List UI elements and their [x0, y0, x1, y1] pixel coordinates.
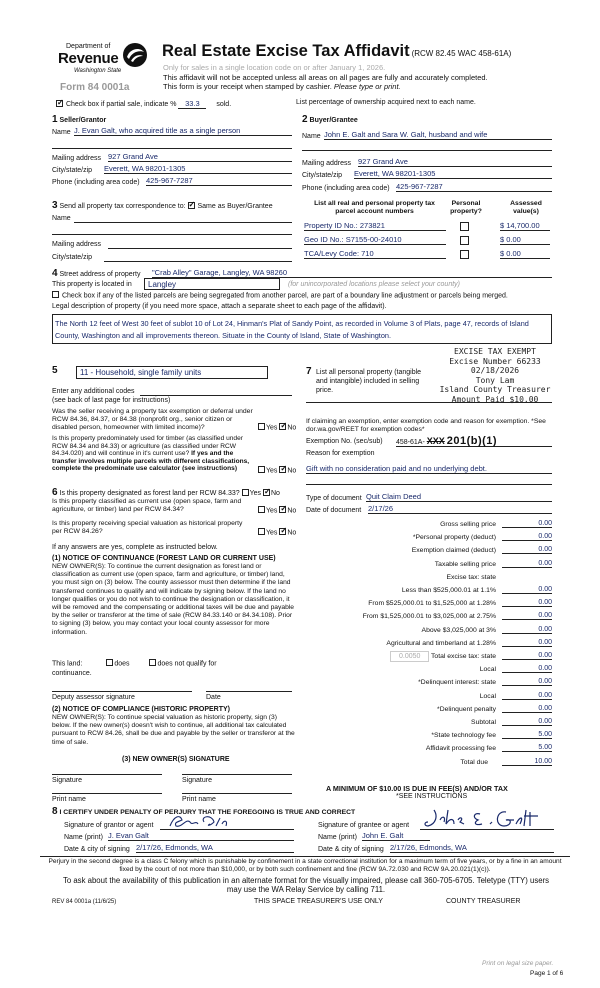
reason-label: Reason for exemption — [306, 450, 375, 457]
no-label: No — [271, 490, 280, 497]
reason-field[interactable]: Gift with no consideration paid and no underlying debt. — [306, 464, 552, 474]
personal-col-header — [448, 200, 484, 216]
tax-calc-value[interactable]: 0.00 — [502, 665, 552, 673]
assessed-value-field[interactable]: $ 0.00 — [500, 249, 550, 259]
personal-property-checkbox[interactable] — [460, 222, 469, 231]
tax-calc-value[interactable]: 0.00 — [502, 612, 552, 620]
this-land-row — [52, 660, 292, 667]
tax-calc-label: Taxable selling price — [434, 560, 496, 568]
header-print: Please type or print. — [333, 82, 401, 91]
yes-label: Yes — [266, 529, 278, 537]
grantee-date-label: Date & city of signing — [318, 846, 384, 853]
does-label: does — [114, 660, 130, 668]
sec6-q3-yes-checkbox[interactable] — [258, 528, 265, 535]
sec6-q1-no-checkbox[interactable] — [263, 489, 270, 496]
corr-name-line — [74, 222, 292, 223]
grantee-name-field[interactable]: John E. Galt — [362, 831, 430, 841]
personal-col-header-l1: Personal — [451, 200, 481, 207]
assessed-value-field[interactable]: $ 14,700.00 — [500, 221, 550, 231]
additional-codes-line — [140, 395, 292, 396]
notice1-heading: (1) NOTICE OF CONTINUANCE (FOREST LAND OR CURRENT USE) — [52, 555, 276, 562]
corr-name-line2 — [52, 234, 292, 235]
partial-sale-checkbox[interactable] — [56, 100, 63, 107]
dor-state-line: Washington State — [74, 68, 122, 74]
tax-calc-value[interactable]: 0.00 — [502, 546, 552, 554]
parcel-id-field[interactable] — [304, 235, 446, 245]
doc-date-label: Date of document — [306, 507, 362, 514]
exemption-strike: XXX — [426, 436, 445, 446]
parcel-label: TCA/Levy Code: — [304, 249, 360, 258]
grantee-sig-label: Signature of grantee or agent — [318, 822, 410, 829]
parcel-label: Geo ID No.: — [304, 235, 344, 244]
correspondence-num: 3 — [52, 200, 58, 211]
buyer-title: Buyer/Grantee — [309, 117, 358, 124]
grantee-signature[interactable] — [420, 806, 554, 830]
located-select[interactable]: Langley — [144, 278, 280, 290]
parcel-value: 710 — [361, 249, 374, 258]
seller-num: 1 — [52, 114, 58, 125]
sec6-q3: Is this property receiving special valuation as historical property per RCW 84.26? — [52, 520, 243, 535]
tax-calc-value[interactable]: 5.00 — [502, 744, 552, 752]
sec6-q2-answers — [258, 507, 296, 514]
tax-calc-row — [300, 731, 556, 743]
notice3-heading: (3) NEW OWNER(S) SIGNATURE — [122, 756, 230, 763]
tax-calc-row — [300, 665, 556, 677]
sec5-q1-no-checkbox[interactable] — [279, 423, 286, 430]
located-label: This property is located in — [52, 281, 132, 288]
partial-sale-pct[interactable]: 33.3 — [178, 99, 206, 109]
grantor-signature[interactable] — [160, 812, 294, 830]
sec5-q2b: If yes and the transfer involves multiple parcels with different classifications, complete the predominate use calculator (see instructions) — [52, 450, 250, 473]
section8-num: 8 — [52, 806, 58, 817]
street-num: 4 — [52, 268, 58, 279]
tax-calc-row — [300, 546, 556, 558]
new-owner-sig-label-1: Signature — [52, 777, 82, 784]
tax-calc-row — [300, 744, 556, 756]
tax-calc-label: Less than $525,000.01 at 1.1% — [401, 587, 496, 594]
local-rate-field: 0.0050 — [390, 651, 429, 662]
correspondence-row — [52, 200, 273, 211]
parcel-col-header-l2: parcel account numbers — [335, 208, 414, 215]
assessed-col-header-l1: Assessed — [510, 200, 542, 207]
grantee-date-field[interactable]: 2/17/26, Edmonds, WA — [390, 843, 554, 853]
grantor-date-label: Date & city of signing — [64, 846, 130, 853]
sec6-q3-answers — [258, 529, 296, 536]
tax-calc-row — [300, 586, 556, 598]
tax-calc-value[interactable]: 0.00 — [502, 626, 552, 634]
parcel-id-field[interactable] — [304, 221, 446, 231]
seller-city-label: City/state/zip — [52, 167, 93, 174]
seller-phone-label: Phone (including area code) — [52, 179, 140, 186]
sec5-q1-answers — [258, 424, 296, 431]
tax-calc-label: Exemption claimed (deduct) — [411, 547, 496, 555]
correspondence-label: Send all property tax correspondence to: — [59, 203, 186, 210]
reason-line2 — [306, 484, 552, 485]
dor-dept-line: Department of — [66, 43, 111, 50]
sec5-q1: Was the seller receiving a property tax exemption or deferral under RCW 84.36, 84.37, or 84.38 (nonprofit org., senior citizen or disabled person, homeowner with limited income)? — [52, 408, 253, 431]
dor-logo — [58, 40, 150, 80]
parcel-id-field[interactable] — [304, 249, 446, 259]
seller-title: Seller/Grantor — [59, 117, 107, 124]
dor-swoosh-icon — [122, 42, 148, 68]
same-as-buyer-label: Same as Buyer/Grantee — [197, 203, 273, 210]
segregated-checkbox[interactable] — [52, 291, 59, 298]
tax-calc-label: *Personal property (deduct) — [412, 534, 496, 542]
buyer-city-field[interactable]: Everett, WA 98201-1305 — [354, 169, 552, 179]
parcel-value: 273821 — [359, 221, 385, 230]
tax-calc-row — [300, 573, 556, 585]
tax-calc-value[interactable]: 0.00 — [502, 718, 552, 726]
tax-calc-label: Gross selling price — [440, 521, 496, 528]
section5-num: 5 — [52, 365, 58, 376]
footer-divider — [40, 856, 570, 857]
exemption-no-label: Exemption No. (sec/sub) — [306, 438, 383, 445]
assessed-col-header — [500, 200, 552, 216]
ownership-note: List percentage of ownership acquired next to each name. — [296, 99, 476, 106]
form-title-cite: (RCW 82.45 WAC 458-61A) — [411, 49, 512, 58]
buyer-name-label: Name — [302, 133, 321, 140]
corr-name-label: Name — [52, 215, 71, 222]
partial-sale-row — [56, 99, 231, 109]
new-owner-sig-line-2 — [182, 774, 292, 775]
grantor-date-field[interactable]: 2/17/26, Edmonds, WA — [136, 843, 294, 853]
stamp-line: 02/18/2026 — [470, 366, 520, 375]
legal-description-field[interactable]: The North 12 feet of West 30 feet of sublot 10 of Lot 24, Hinman's Plat of Sandy Point, as recorded in Volume 3 of Plats, page 47, records of Island County, Washington and all improvements thereon. Situate in the County of Island, State of Washington. — [52, 314, 552, 344]
tax-calc-label: Affidavit processing fee — [425, 745, 496, 753]
notice2-body: NEW OWNER(S): To continue special valuation as historic property, sign (3) below. If the new owner(s) doesn't wish to continue, all additional tax calculated pursuant to RCW 84.26, shall be due and payable by the seller or transferor at the time of sale. — [52, 714, 295, 746]
yes-label: Yes — [266, 467, 278, 475]
alternate-format: To ask about the availability of this publication in an alternate format for the visually impaired, please call 360-705-6705. Teletype (TTY) users may use the WA Relay Service by calling 711. — [62, 876, 550, 894]
unincorporated-note: (for unincorporated locations please select your county) — [288, 281, 460, 288]
sec6-q3-no-checkbox[interactable] — [279, 528, 286, 535]
section6-num: 6 — [52, 487, 58, 498]
treasurer-use-only: THIS SPACE TREASURER'S USE ONLY — [254, 898, 383, 905]
dor-revenue-wordmark: Revenue — [58, 50, 119, 67]
exempt-stamp — [435, 347, 555, 404]
county-treasurer: COUNTY TREASURER — [446, 898, 521, 905]
certify-statement: I CERTIFY UNDER PENALTY OF PERJURY THAT THE FOREGOING IS TRUE AND CORRECT — [59, 809, 356, 816]
buyer-mail-label: Mailing address — [302, 160, 352, 167]
grantee-name-label: Name (print) — [318, 834, 357, 841]
grantor-signature-mark — [160, 812, 294, 830]
tax-calc-value[interactable]: 5.00 — [502, 731, 552, 739]
street-label: Street address of property — [59, 271, 141, 278]
stamp-line: Excise Number 66233 — [449, 356, 541, 366]
does-qualify-checkbox[interactable] — [106, 659, 113, 666]
partial-sale-sold: sold. — [216, 101, 232, 108]
sec6-q2-yes-checkbox[interactable] — [258, 506, 265, 513]
corr-city-line — [104, 261, 292, 262]
doc-type-label: Type of document — [306, 495, 362, 502]
tax-calc-label: Local — [479, 666, 496, 674]
seller-mail-label: Mailing address — [52, 155, 102, 162]
tax-calc-row — [300, 678, 556, 690]
tax-calc-label: Excise tax: state — [446, 573, 496, 581]
new-owner-print-line-2 — [182, 793, 292, 794]
minimum-due-note: A MINIMUM OF $10.00 IS DUE IN FEE(S) AND/OR TAX — [326, 784, 508, 793]
form-title-text: Real Estate Excise Tax Affidavit — [162, 42, 410, 60]
tax-calc-value[interactable]: 0.00 — [502, 520, 552, 528]
yes-label: Yes — [249, 490, 262, 497]
deputy-sig-label: Deputy assessor signature — [52, 694, 135, 701]
tax-calc-label: Total excise tax: state — [431, 653, 496, 660]
stamp-line: Island County Treasurer — [439, 385, 551, 394]
personal-property-label: List all personal property (tangible and intangible) included in selling price. — [316, 369, 422, 394]
header-ghost-line: Only for sales in a single location code on or after January 1, 2026. — [163, 63, 386, 72]
tax-calc-label: Agricultural and timberland at 1.28% — [386, 639, 496, 647]
stamp-line: EXCISE TAX EXEMPT — [454, 347, 536, 356]
buyer-heading — [302, 114, 358, 125]
sec6-q1-yes-checkbox[interactable] — [242, 489, 249, 496]
tax-calc-label: Above $3,025,000 at 3% — [421, 626, 496, 634]
header-receipt-text: This form is your receipt when stamped by cashier. — [163, 82, 332, 91]
partial-sale-label: Check box if partial sale, indicate % — [65, 101, 177, 108]
corr-mail-line — [108, 248, 292, 249]
tax-calc-label: From $1,525,000.01 to $3,025,000 at 2.75% — [362, 613, 496, 621]
tax-calc-row — [300, 626, 556, 638]
tax-calc-value[interactable]: 0.00 — [502, 560, 552, 568]
if-any-yes: If any answers are yes, complete as instructed below. — [52, 544, 218, 551]
notice2-heading: (2) NOTICE OF COMPLIANCE (HISTORIC PROPERTY) — [52, 706, 230, 713]
new-owner-sig-label-2: Signature — [182, 777, 212, 784]
no-label: No — [287, 507, 297, 515]
buyer-name-field[interactable]: John E. Galt and Sara W. Galt, husband and wife — [324, 130, 552, 140]
tax-calc-row — [300, 533, 556, 545]
tax-calc-value[interactable]: 0.00 — [502, 533, 552, 541]
tax-calc-value[interactable]: 0.00 — [502, 639, 552, 647]
tax-calc-value[interactable]: 0.00 — [502, 692, 552, 700]
tax-calc-label: *Delinquent interest: state — [418, 679, 496, 687]
sec5-q1-yes-checkbox[interactable] — [258, 423, 265, 430]
stamp-line: Tony Lam — [475, 375, 515, 385]
personal-property-checkbox[interactable] — [460, 250, 469, 259]
buyer-phone-field[interactable]: 425-967-7287 — [396, 182, 552, 192]
new-owner-sig-line-1 — [52, 774, 162, 775]
deputy-date-line — [206, 691, 292, 692]
buyer-mail-field[interactable]: 927 Grand Ave — [358, 157, 552, 167]
land-use-code-select[interactable]: 11 - Household, single family units — [76, 366, 268, 379]
parcel-col-header — [302, 200, 447, 216]
tax-calc-table — [300, 520, 556, 780]
tax-calc-row — [300, 639, 556, 651]
perjury-text: Perjury in the second degree is a class C felony which is punishable by confinement in a state correctional institution for a maximum term of five years, or by a fine in an amount fixed by the court of not more than $10,000, or by both such confinement and fine (RCW 9A.72.030 and RCW 9A.20.021(1)(c)). — [48, 858, 562, 873]
legal-desc-label: Legal description of property (if you need more space, attach a separate sheet to each page of the affidavit). — [52, 303, 387, 310]
tax-calc-value[interactable]: 0.00 — [502, 652, 552, 660]
tax-calc-value[interactable]: 10.00 — [502, 758, 552, 766]
no-label: No — [287, 424, 297, 432]
sec5-q2: Is this property predominately used for timber (as classified under RCW 84.34 and 84.33) or agriculture (as classified under RCW 84.34.020) and will continue in it's current use? — [52, 435, 243, 458]
parcel-row — [304, 249, 554, 261]
seller-name-field[interactable]: J. Evan Galt, who acquired title as a single person — [74, 126, 292, 136]
seller-name-label: Name — [52, 129, 71, 136]
sec5-q2-answers — [258, 467, 296, 474]
this-land-label: This land: — [52, 660, 83, 668]
personal-property-checkbox[interactable] — [460, 236, 469, 245]
buyer-num: 2 — [302, 114, 308, 125]
header-notice: This affidavit will not be accepted unless all areas on all pages are fully and accurately completed. — [163, 73, 488, 82]
seller-mail-field[interactable]: 927 Grand Ave — [108, 152, 292, 162]
grantor-name-label: Name (print) — [64, 834, 103, 841]
additional-codes-label: Enter any additional codes — [52, 388, 135, 395]
tax-calc-label: From $525,000.01 to $1,525,000 at 1.28% — [368, 600, 496, 608]
continuance-label: continuance. — [52, 670, 92, 677]
sec6-q2: Is this property classified as current use (open space, farm and agriculture, or timber) land per RCW 84.34? — [52, 498, 242, 513]
seller-name-line2 — [52, 148, 292, 149]
exemption-no-field[interactable] — [396, 435, 552, 447]
does-not-qualify-checkbox[interactable] — [149, 659, 156, 666]
exemption-typed: 458-61A- — [396, 439, 425, 446]
tax-calc-row — [300, 705, 556, 717]
tax-calc-row — [300, 612, 556, 624]
tax-calc-label: *State technology fee — [431, 732, 496, 740]
seller-heading — [52, 114, 106, 125]
tax-calc-label: Local — [479, 692, 496, 700]
personal-property-line — [306, 402, 552, 403]
tax-calc-row — [300, 599, 556, 611]
tax-calc-label: Subtotal — [471, 719, 496, 726]
parcel-label: Property ID No.: — [304, 221, 358, 230]
tax-calc-row — [300, 560, 556, 572]
exemption-hand: 201(b)(1) — [446, 435, 498, 447]
tax-calc-value[interactable]: 0.00 — [502, 678, 552, 686]
tax-calc-value[interactable]: 0.00 — [502, 705, 552, 713]
stamp-line: Amount Paid $10.00 — [451, 394, 539, 404]
deputy-sig-line — [52, 691, 192, 692]
does-not-label: does not qualify for — [157, 660, 217, 668]
corr-city-label: City/state/zip — [52, 254, 93, 261]
street-label-row — [52, 268, 140, 279]
tax-calc-row — [300, 718, 556, 730]
assessed-value-field[interactable]: $ 0.00 — [500, 235, 550, 245]
sec6-q1-row — [52, 487, 302, 498]
exemption-claim-note: If claiming an exemption, enter exemption code and reason for exemption. *See dor.wa.gov/REET for exemption codes* — [306, 418, 546, 433]
legal-paper-note: Print on legal size paper. — [482, 960, 554, 967]
tax-calc-row — [300, 758, 556, 770]
parcel-col-header-l1: List all real and personal property tax — [314, 200, 435, 207]
form-title — [162, 42, 582, 61]
sec6-q1: Is this property designated as forest land per RCW 84.33? — [59, 490, 240, 497]
sec6-q2-no-checkbox[interactable] — [279, 506, 286, 513]
doc-type-field[interactable]: Quit Claim Deed — [366, 492, 552, 502]
buyer-city-label: City/state/zip — [302, 172, 343, 179]
sec5-q2-no-checkbox[interactable] — [279, 466, 286, 473]
sec5-q2-yes-checkbox[interactable] — [258, 466, 265, 473]
no-label: No — [287, 529, 297, 537]
doc-date-field[interactable]: 2/17/26 — [368, 504, 552, 514]
street-address-field[interactable]: "Crab Alley" Garage, Langley, WA 98260 — [152, 268, 552, 278]
parcel-value: S7155-00-24010 — [345, 235, 402, 244]
see-instructions: *SEE INSTRUCTIONS — [396, 793, 468, 800]
buyer-name-line2 — [302, 150, 552, 151]
tax-calc-row — [300, 692, 556, 704]
section7-num: 7 — [306, 366, 312, 377]
buyer-phone-label: Phone (including area code) — [302, 185, 390, 192]
yes-label: Yes — [266, 507, 278, 515]
no-label: No — [287, 467, 297, 475]
see-back-note: (see back of last page for instructions) — [52, 397, 171, 404]
segregated-row — [52, 292, 572, 299]
parcel-row — [304, 235, 554, 247]
seller-phone-field[interactable]: 425-967-7287 — [146, 176, 292, 186]
new-owner-print-label-2: Print name — [182, 796, 216, 803]
same-as-buyer-checkbox[interactable] — [188, 202, 195, 209]
perjury-notice — [44, 858, 566, 874]
tax-calc-label: *Delinquent penalty — [437, 705, 496, 713]
header-receipt — [163, 82, 401, 91]
tax-calc-row — [300, 520, 556, 532]
assessed-col-header-l2: value(s) — [513, 208, 539, 215]
tax-calc-value[interactable]: 0.00 — [502, 599, 552, 607]
grantor-sig-label: Signature of grantor or agent — [64, 822, 154, 829]
segregated-label: Check box if any of the listed parcels are being segregated from another parcel, are part of a boundary line adjustment or parcels being merged. — [61, 292, 508, 300]
grantee-signature-mark — [420, 806, 554, 830]
new-owner-print-label-1: Print name — [52, 796, 86, 803]
tax-calc-value[interactable]: 0.00 — [502, 586, 552, 594]
deputy-date-label: Date — [206, 694, 221, 701]
grantor-name-field[interactable]: J. Evan Galt — [108, 831, 294, 841]
yes-label: Yes — [266, 424, 278, 432]
parcel-row — [304, 221, 554, 233]
notice1-body: NEW OWNER(S): To continue the current designation as forest land or classification as current use (open space, farm and agriculture, or timber) land, you must sign on (3) below. The county assessor must then determine if the land transferred continues to qualify and will indicate by signing below. If the land no longer qualifies or you do not wish to continue the designation or classification, it will be removed and the compensating or additional taxes will be due and payable by the seller or transferor at the time of sale (RCW 84.33.140 or 84.34.108). Prior to signing (3) below, you may contact your local county assessor for more information. — [52, 563, 295, 636]
form-number: Form 84 0001a — [60, 82, 130, 93]
sec5-q2-block — [52, 435, 256, 473]
rev-number: REV 84 0001a (11/6/25) — [52, 899, 117, 905]
personal-col-header-l2: property? — [450, 208, 482, 215]
new-owner-print-line-1 — [52, 793, 162, 794]
corr-mail-label: Mailing address — [52, 241, 102, 248]
tax-calc-label: Total due — [460, 758, 488, 766]
page-number: Page 1 of 6 — [530, 970, 564, 977]
seller-city-field[interactable]: Everett, WA 98201-1305 — [104, 164, 292, 174]
